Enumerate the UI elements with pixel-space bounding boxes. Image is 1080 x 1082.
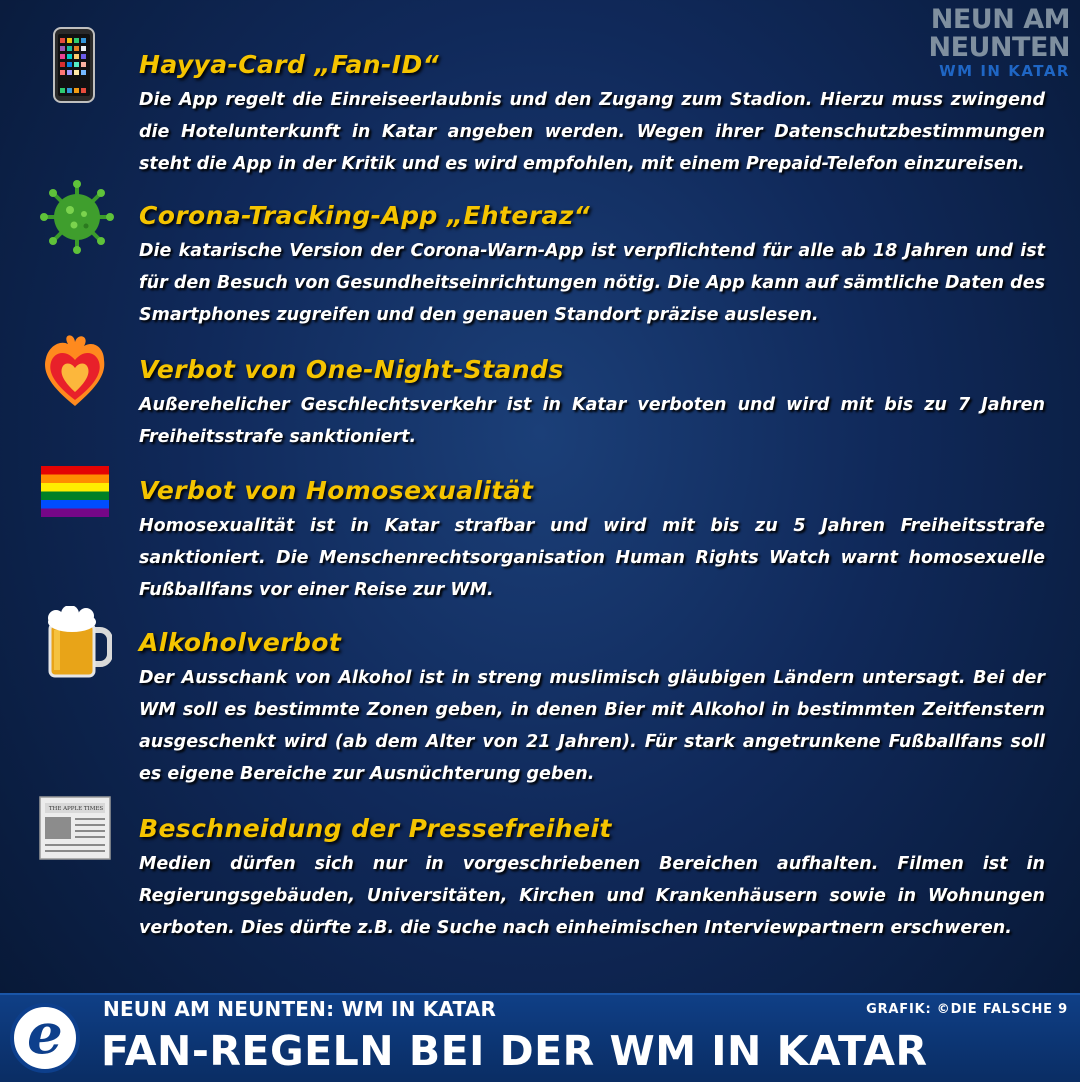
section-text: Außerehelicher Geschlechtsverkehr ist in Katar verboten und wird mit bis zu 7 Jahren Freiheitsstrafe sanktioniert. — [139, 395, 1045, 447]
brand-badge-letter: e — [27, 1001, 63, 1067]
brand-line-3: WM IN KATAR — [939, 62, 1070, 80]
heart-on-fire-icon — [40, 334, 114, 408]
footer-subtitle: NEUN AM NEUNTEN: WM IN KATAR — [103, 997, 497, 1021]
section-title: Verbot von Homosexualität — [139, 476, 534, 505]
section-title: Hayya-Card „Fan-ID“ — [139, 50, 440, 79]
footer-credit: GRAFIK: ©DIE FALSCHE 9 — [866, 1002, 1068, 1017]
brand-line-1: NEUN AM — [930, 4, 1070, 35]
section-text: Homosexualität ist in Katar strafbar und wird mit bis zu 5 Jahren Freiheitsstrafe sanktioniert. Die Menschenrechtsorganisation Human Rights Watch warnt homosexuelle Fußballfans vor einer Reise zur WM. — [139, 516, 1045, 600]
section-text: Die katarische Version der Corona-Warn-App ist verpflichtend für alle ab 18 Jahren und ist für den Besuch von Gesundheitseinrichtungen nötig. Die App kann auf sämtliche Daten des Smartphones zugreifen und den genauen Standort präzise auslesen. — [139, 241, 1045, 325]
section-text: Die App regelt die Einreiseerlaubnis und den Zugang zum Stadion. Hierzu muss zwingend die Hotelunterkunft in Katar angeben werden. Wegen ihrer Datenschutzbestimmungen steht die App in der Kritik und es wird empfohlen, mit einem Prepaid-Telefon einzureisen. — [139, 90, 1045, 174]
section-title: Corona-Tracking-App „Ehteraz“ — [139, 201, 591, 230]
footer-title: FAN-REGELN BEI DER WM IN KATAR — [101, 1027, 928, 1075]
brand-line-2: NEUNTEN — [928, 32, 1070, 63]
newspaper-icon — [38, 795, 112, 869]
rainbow-flag-icon — [41, 466, 115, 540]
smartphone-icon — [44, 26, 118, 100]
section-title: Alkoholverbot — [139, 628, 342, 657]
beer-mug-icon — [44, 606, 118, 680]
virus-icon — [40, 180, 114, 254]
brand-logo — [928, 6, 1070, 80]
brand-badge-icon — [10, 1003, 80, 1073]
section-title: Verbot von One-Night-Stands — [139, 355, 564, 384]
section-title: Beschneidung der Pressefreiheit — [139, 814, 612, 843]
section-text: Der Ausschank von Alkohol ist in streng muslimisch gläubigen Ländern untersagt. Bei der WM soll es bestimmte Zonen geben, in denen Bier mit Alkohol in bestimmten Zeitfenstern ausgeschenkt wird (ab dem Alter von 21 Jahren). Für stark angetrunkene Fußballfans soll es eigene Bereiche zur Ausnüchterung geben. — [139, 668, 1045, 784]
section-text: Medien dürfen sich nur in vorgeschriebenen Bereichen aufhalten. Filmen ist in Regierungsgebäuden, Universitäten, Kirchen und Krankenhäusern sowie in Wohnungen verboten. Dies dürfte z.B. die Suche nach einheimischen Interviewpartnern erschweren. — [139, 854, 1045, 938]
footer-banner — [0, 993, 1080, 1082]
newspaper-masthead: THE APPLE TIMES — [48, 806, 104, 812]
